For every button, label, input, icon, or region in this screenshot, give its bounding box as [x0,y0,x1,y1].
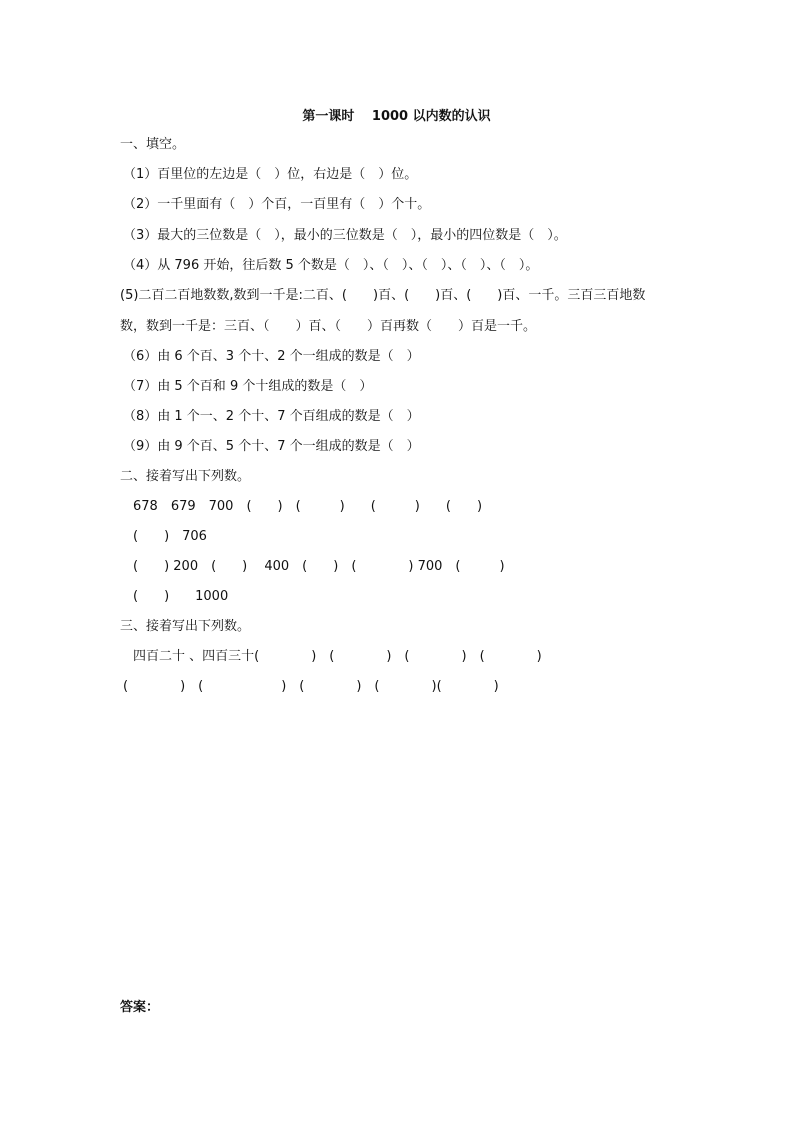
section1-item-5: (5)二百二百地数数,数到一千是:二百、( )百、( )百、( )百、一千。三百三百地数 [120,288,646,303]
section1-item-8: （8）由 1 个一、2 个十、7 个百组成的数是（ ） [123,409,420,424]
section3-line-1: 四百二十 、四百三十( ) ( ) ( ) ( ) [133,649,542,664]
section1-item-1: （1）百里位的左边是（ ）位，右边是（ ）位。 [123,167,418,182]
answer-label: 答案： [120,1000,160,1015]
page-title: 第一课时 1000 以内数的认识 [302,109,491,124]
section2-line-4: ( ) 1000 [133,589,229,604]
section1-item-4: （4）从 796 开始，往后数 5 个数是（ ）、（ ）、（ ）、（ ）、（ ）。 [123,258,539,273]
section1-item-7: （7）由 5 个百和 9 个十组成的数是（ ） [123,379,373,394]
section3-heading: 三、接着写出下列数。 [120,619,251,634]
section1-item-9: （9）由 9 个百、5 个十、7 个一组成的数是（ ） [123,439,420,454]
section1-item-3: （3）最大的三位数是（ ），最小的三位数是（ ），最小的四位数是（ ）。 [123,228,567,243]
section2-heading: 二、接着写出下列数。 [120,469,251,484]
section2-line-2: ( ) 706 [133,529,207,544]
section3-line-2: ( ) ( ) ( ) ( )( ) [123,679,499,694]
section1-item-5-continued: 数，数到一千是：三百、（ ）百、（ ）百再数（ ）百是一千。 [120,319,537,334]
section1-item-2: （2）一千里面有（ ）个百，一百里有（ ）个十。 [123,197,431,212]
section2-line-3: ( ) 200 ( ) 400 ( ) ( ) 700 ( ) [133,559,505,574]
section1-heading: 一、填空。 [120,137,186,152]
section2-line-1: 678 679 700 ( ) ( ) ( ) ( ) [133,499,483,514]
section1-item-6: （6）由 6 个百、3 个十、2 个一组成的数是（ ） [123,349,420,364]
